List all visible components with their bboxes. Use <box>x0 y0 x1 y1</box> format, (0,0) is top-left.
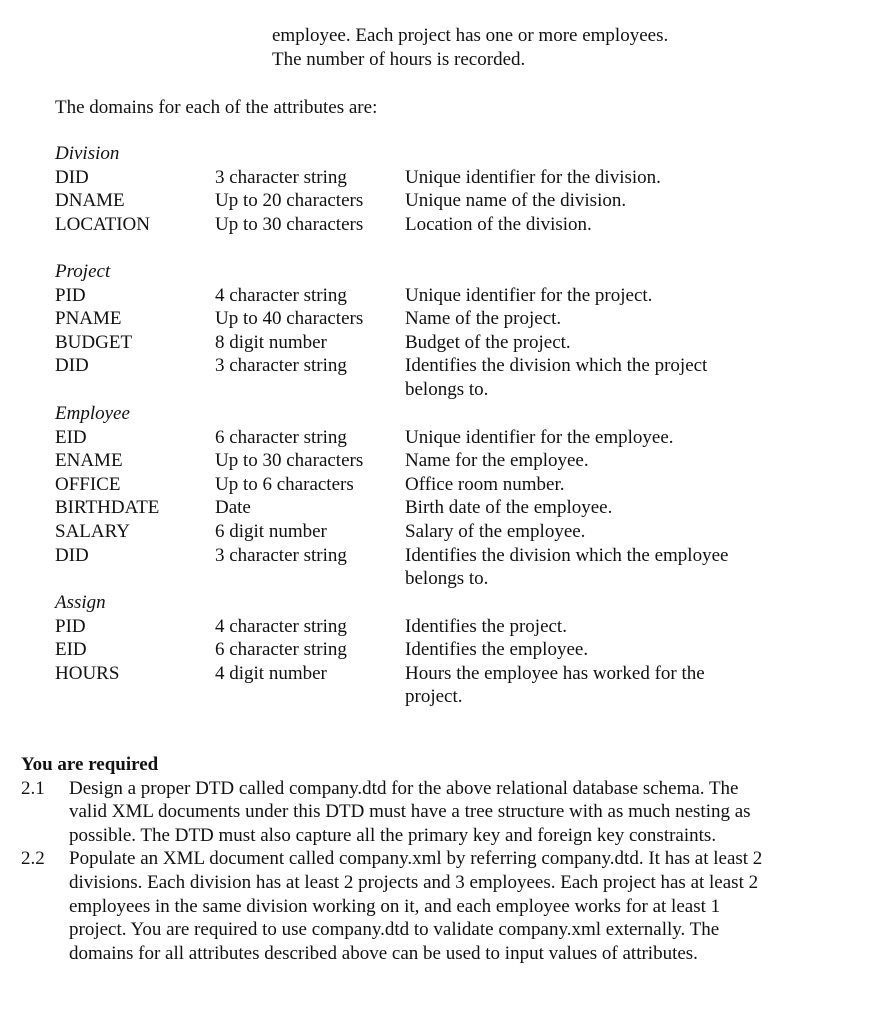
attribute-row <box>55 284 855 308</box>
domains-heading: The domains for each of the attributes are: <box>55 97 378 118</box>
requirement-text: Design a proper DTD called company.dtd for the above relational database schema. The valid XML documents under this DTD must have a tree structure with as much nesting as possible. The DTD must also capture all the primary key and foreign key constraints. <box>69 777 751 846</box>
attribute-description: Identifies the division which the project belongs to. <box>405 355 708 400</box>
attribute-name: DID <box>55 166 89 188</box>
attribute-row <box>55 426 855 450</box>
entity-title: Division <box>55 143 120 164</box>
attribute-type: Up to 30 characters <box>215 213 364 235</box>
entity-assign <box>55 591 855 709</box>
attribute-description: Identifies the employee. <box>405 639 589 661</box>
requirement-item <box>21 847 861 965</box>
entity-project <box>55 260 855 402</box>
attribute-row <box>55 307 855 331</box>
attribute-name: EID <box>55 639 87 661</box>
attribute-type: 6 character string <box>215 426 347 448</box>
attribute-type: 6 digit number <box>215 520 327 542</box>
requirement-item <box>21 777 861 848</box>
entity-division <box>55 142 855 236</box>
entity-employee <box>55 402 855 591</box>
attribute-description: Identifies the project. <box>405 615 567 637</box>
attribute-description: Unique identifier for the division. <box>405 166 661 188</box>
attribute-row <box>55 331 855 355</box>
attribute-description: Identifies the division which the employee belongs to. <box>405 544 729 590</box>
attribute-row <box>55 638 855 662</box>
attribute-name: ENAME <box>55 450 123 472</box>
attribute-type: Up to 30 characters <box>215 450 364 472</box>
attribute-name: OFFICE <box>55 473 121 495</box>
attribute-type: 8 digit number <box>215 331 327 353</box>
attribute-description: Name of the project. <box>405 308 562 330</box>
attribute-type: Up to 6 characters <box>215 473 354 495</box>
attribute-description: Birth date of the employee. <box>405 497 613 519</box>
attribute-type: 3 character string <box>215 544 347 566</box>
attribute-name: DNAME <box>55 190 125 212</box>
attribute-name: DID <box>55 544 89 566</box>
attribute-name: LOCATION <box>55 213 150 235</box>
intro-line: The number of hours is recorded. <box>272 48 526 70</box>
attribute-description: Unique identifier for the employee. <box>405 426 674 448</box>
entity-title: Assign <box>55 592 106 613</box>
requirement-number: 2.1 <box>21 777 45 799</box>
requirement-text: Populate an XML document called company.xml by referring company.dtd. It has at least 2 divisions. Each division has at least 2 projects and 3 employees. Each project has at least 2 employees in the same division working on it, and each employee works for at least 1 project. You are required to use company.dtd to validate company.xml externally. The domains for all attributes described above can be used to input values of attributes. <box>69 848 763 964</box>
attribute-row <box>55 615 855 639</box>
attribute-name: PID <box>55 284 86 306</box>
attribute-name: PNAME <box>55 308 122 330</box>
attribute-type: 4 character string <box>215 284 347 306</box>
attribute-name: SALARY <box>55 520 130 542</box>
attribute-row <box>55 449 855 473</box>
attribute-name: DID <box>55 355 89 377</box>
attribute-row <box>55 166 855 190</box>
attribute-row <box>55 189 855 213</box>
attribute-type: 6 character string <box>215 639 347 661</box>
attribute-row <box>55 496 855 520</box>
attribute-description: Hours the employee has worked for the project. <box>405 662 705 708</box>
entity-title: Project <box>55 261 111 282</box>
attribute-name: PID <box>55 615 86 637</box>
attribute-description: Unique name of the division. <box>405 190 627 212</box>
requirements-section <box>21 753 861 965</box>
attribute-description: Budget of the project. <box>405 331 571 353</box>
attribute-name: BIRTHDATE <box>55 497 160 519</box>
attribute-row <box>55 213 855 237</box>
attribute-description: Name for the employee. <box>405 450 589 472</box>
attribute-row <box>55 544 855 591</box>
attribute-type: 3 character string <box>215 166 347 188</box>
attribute-type: 4 character string <box>215 615 347 637</box>
attribute-description: Salary of the employee. <box>405 520 586 542</box>
intro-paragraph <box>272 24 852 71</box>
attribute-type: Up to 20 characters <box>215 190 364 212</box>
attribute-description: Location of the division. <box>405 213 592 235</box>
attribute-name: HOURS <box>55 662 120 684</box>
attribute-row <box>55 473 855 497</box>
attribute-name: BUDGET <box>55 331 133 353</box>
entity-title: Employee <box>55 403 130 424</box>
attribute-type: Up to 40 characters <box>215 308 364 330</box>
attribute-type: 3 character string <box>215 355 347 377</box>
attribute-description: Unique identifier for the project. <box>405 284 653 306</box>
attribute-type: Date <box>215 497 251 519</box>
attribute-description: Office room number. <box>405 473 565 495</box>
attribute-row <box>55 354 855 401</box>
attribute-type: 4 digit number <box>215 662 327 684</box>
requirements-title: You are required <box>21 754 159 775</box>
attribute-row <box>55 662 855 709</box>
attribute-row <box>55 520 855 544</box>
requirement-number: 2.2 <box>21 848 45 870</box>
intro-line: employee. Each project has one or more employees. <box>272 25 669 46</box>
attribute-name: EID <box>55 426 87 448</box>
